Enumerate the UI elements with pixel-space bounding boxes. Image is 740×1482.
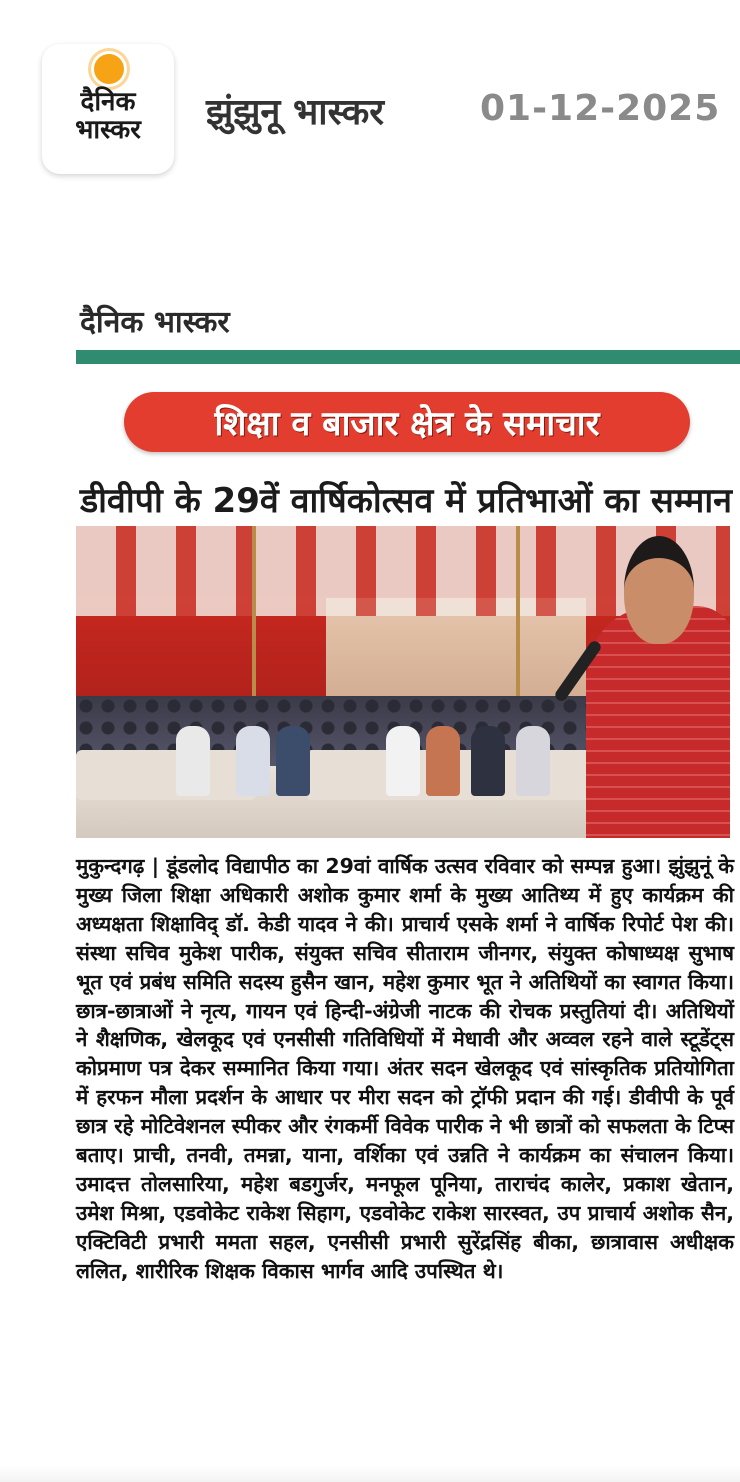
app-header [0, 0, 740, 190]
edition-date: 01-12-2025 [480, 88, 721, 129]
dainik-bhaskar-logo[interactable] [42, 44, 174, 174]
masthead-rule [76, 350, 740, 364]
guest-figure [176, 726, 210, 796]
speaker-head [624, 536, 694, 644]
guest-figure [426, 726, 460, 796]
article-body: मुकुन्दगढ़ | डूंडलोद विद्यापीठ का 29वां वार्षिक उत्सव रविवार को सम्पन्न हुआ। झुंझुनूं के मुख्य जिला शिक्षा अधिकारी अशोक कुमार शर्मा के मुख्य आतिथ्य में हुए कार्यक्रम की अध्यक्षता शिक्षाविद् डॉ. केडी यादव ने की। प्राचार्य एसके शर्मा ने वार्षिक रिपोर्ट पेश की। संस्था सचिव मुकेश पारीक, संयुक्त सचिव सीताराम जीनगर, संयुक्त कोषाध्यक्ष सुभाष भूत एवं प्रबंध समिति सदस्य हुसैन खान, महेश कुमार भूत ने अतिथियों का स्वागत किया। छात्र-छात्राओं ने नृत्य, गायन एवं हिन्दी-अंग्रेजी नाटक की रोचक प्रस्तुतियां दी। अतिथियों ने शैक्षणिक, खेलकूद एवं एनसीसी गतिविधियों में मेधावी और अव्वल रहने वाले स्टूडेंट्स कोप्रमाण पत्र देकर सम्मानित किया गया। अंतर सदन खेलकूद एवं सांस्कृतिक प्रतियोगिता में हरफन मौला प्रदर्शन के आधार पर मीरा सदन को ट्रॉफी प्रदान की गई। डीवीपी के पूर्व छात्र रहे मोटिवेशनल स्पीकर और रंगकर्मी विवेक पारीक ने भी छात्रों को सफलता के टिप्स बताए। प्राची, तनवी, तमन्ना, याना, वर्शिका एवं उन्नति ने कार्यक्रम का संचालन किया। उमादत्त तोलसारिया, महेश बडगुर्जर, मनफूल पूनिया, ताराचंद कालेर, प्रकाश खेतान, उमेश मिश्रा, एडवोकेट राकेश सिहाग, एडवोकेट राकेश सारस्वत, उप प्राचार्य अशोक सैन, एक्टिविटी प्रभारी ममता सहल, एनसीसी प्रभारी सुरेंद्रसिंह बीका, छात्रावास अधीक्षक ललित, शारीरिक शिक्षक विकास भार्गव आदि उपस्थित थे। [76, 854, 734, 1283]
page-bottom-fade [0, 1466, 740, 1482]
guest-sofa [76, 750, 256, 800]
logo-line-1: दैनिक [80, 87, 136, 117]
logo-line-2: भास्कर [75, 115, 141, 145]
section-label: शिक्षा व बाजार क्षेत्र के समाचार [214, 404, 600, 444]
guest-figure [386, 726, 420, 796]
article-text: डूंडलोद विद्यापीठ का 29वां वार्षिक उत्सव रविवार को सम्पन्न हुआ। झुंझुनूं के मुख्य जिला शिक्षा अधिकारी अशोक कुमार शर्मा के मुख्य आतिथ्य में हुए कार्यक्रम की अध्यक्षता शिक्षाविद् डॉ. केडी यादव ने की। प्राचार्य एसके शर्मा ने वार्षिक रिपोर्ट पेश की। संस्था सचिव मुकेश पारीक, संयुक्त सचिव सीताराम जीनगर, संयुक्त कोषाध्यक्ष सुभाष भूत एवं प्रबंध समिति सदस्य हुसैन खान, महेश कुमार भूत ने अतिथियों का स्वागत किया। छात्र-छात्राओं ने नृत्य, गायन एवं हिन्दी-अंग्रेजी नाटक की रोचक प्रस्तुतियां दी। अतिथियों ने शैक्षणिक, खेलकूद एवं एनसीसी गतिविधियों में मेधावी और अव्वल रहने वाले स्टूडेंट्स कोप्रमाण पत्र देकर सम्मानित किया गया। अंतर सदन खेलकूद एवं सांस्कृतिक प्रतियोगिता में हरफन मौला प्रदर्शन के आधार पर मीरा सदन को ट्रॉफी प्रदान की गई। डीवीपी के पूर्व छात्र रहे मोटिवेशनल स्पीकर और रंगकर्मी विवेक पारीक ने भी छात्रों को सफलता के टिप्स बताए। प्राची, तनवी, तमन्ना, याना, वर्शिका एवं उन्नति ने कार्यक्रम का संचालन किया। उमादत्त तोलसारिया, महेश बडगुर्जर, मनफूल पूनिया, ताराचंद कालेर, प्रकाश खेतान, उमेश मिश्रा, एडवोकेट राकेश सिहाग, एडवोकेट राकेश सारस्वत, उप प्राचार्य अशोक सैन, एक्टिविटी प्रभारी ममता सहल, एनसीसी प्रभारी सुरेंद्रसिंह बीका, छात्रावास अधीक्षक ललित, शारीरिक शिक्षक विकास भार्गव आदि उपस्थित थे। [76, 854, 734, 1283]
guest-figure [471, 726, 505, 796]
guest-figure [276, 726, 310, 796]
section-banner [124, 392, 690, 452]
event-photo[interactable] [76, 526, 730, 838]
edition-title: झुंझुनू भास्कर [206, 92, 384, 133]
guest-figure [516, 726, 550, 796]
clipping-masthead: दैनिक भास्कर [80, 305, 230, 340]
guest-figure [236, 726, 270, 796]
sun-logo-icon [94, 54, 124, 84]
article-headline: डीवीपी के 29वें वार्षिकोत्सव में प्रतिभाओं का सम्मान [79, 481, 733, 521]
article-dateline: मुकुन्दगढ़ [76, 854, 145, 878]
logo-wordmark [42, 88, 174, 144]
